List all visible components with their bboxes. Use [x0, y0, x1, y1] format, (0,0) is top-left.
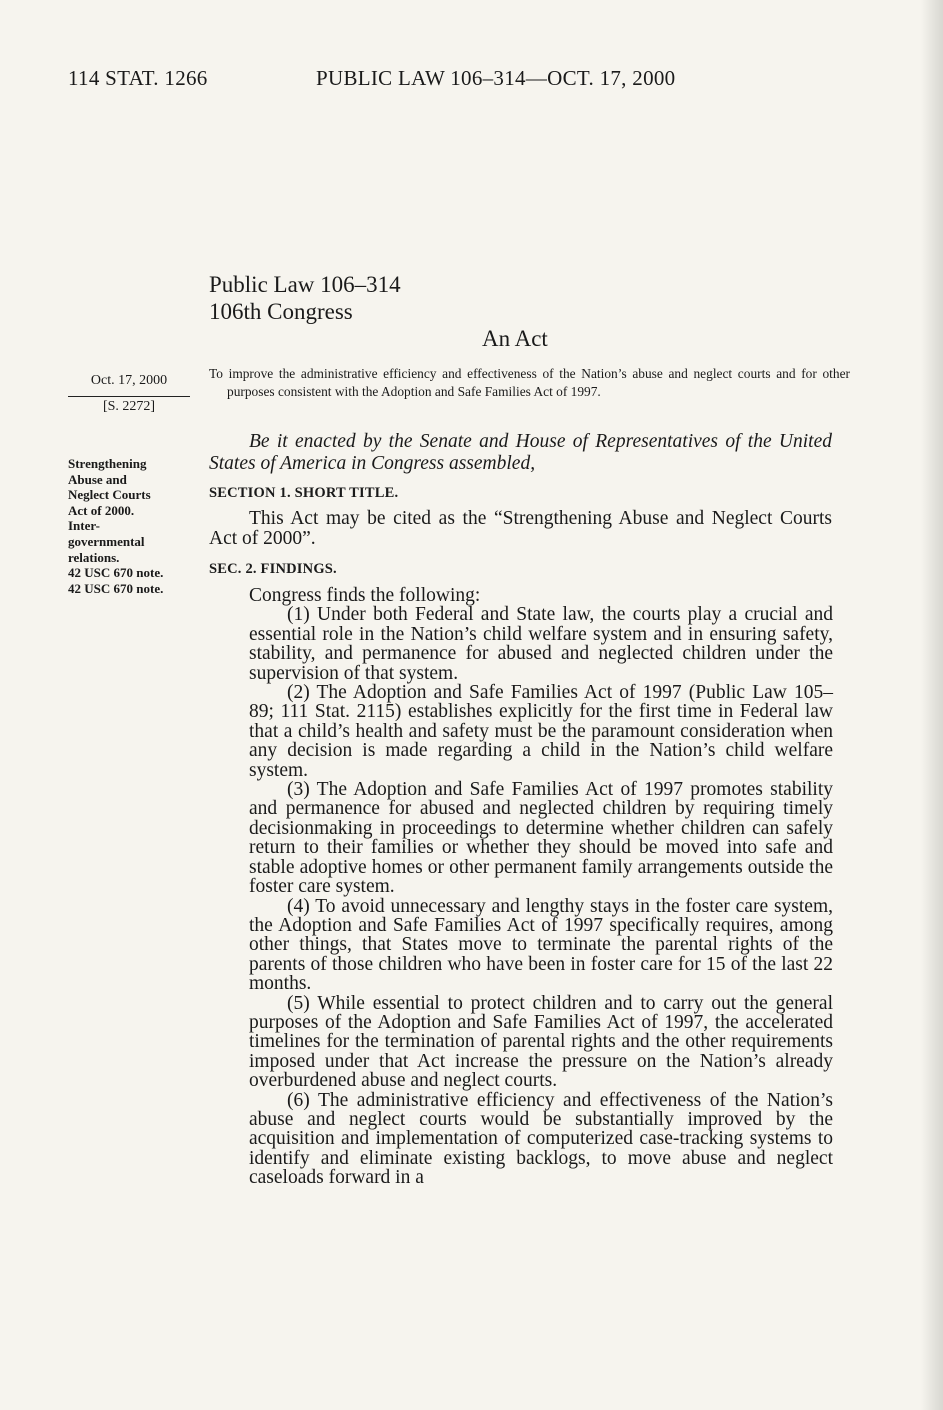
margin-notes [68, 456, 193, 596]
finding-paragraph: (6) The administrative efficiency and effectiveness of the Nation’s abuse and neglect courts would be substantially improved by the acquisition and implementation of computerized case-tracking systems to identify and eliminate existing backlogs, to move abuse and neglect caseloads forward in a [249, 1089, 833, 1189]
margin-note: relations. [68, 549, 120, 565]
margin-bill-number: [S. 2272] [102, 399, 156, 414]
finding-paragraph: (1) Under both Federal and State law, the courts play a crucial and essential role in the Nation’s child welfare system and in ensuring safety, stability, and permanence for abused and neglected children under the supervision of that system. [249, 604, 833, 684]
section-2-heading: SEC. 2. FINDINGS. [209, 561, 337, 577]
act-purpose: To improve the administrative efficiency and effectiveness of the Nation’s abuse and neglect courts and for other purposes consistent with the Adoption and Safe Families Act of 1997. [209, 366, 850, 399]
margin-note: Neglect Courts [68, 487, 151, 503]
finding-paragraph: (5) While essential to protect children and to carry out the general purposes of the Adoption and Safe Families Act of 1997, the accelerated timelines for the termination of parental rights and the other requirements imposed under that Act increase the pressure on the Nation’s already overburdened abuse and neglect courts. [249, 992, 833, 1092]
finding-paragraph: (4) To avoid unnecessary and lengthy stays in the foster care system, the Adoption and Safe Families Act of 1997 specifically requires, among other things, that States move to terminate the parental rights of the parents of those children who have been in foster care for 15 of the last 22 months. [249, 895, 833, 995]
margin-note: 42 USC 670 note. [68, 580, 164, 596]
enacting-clause: Be it enacted by the Senate and House of Representatives of the United States of America in Congress assembled, [209, 431, 832, 474]
running-header: PUBLIC LAW 106–314—OCT. 17, 2000 [316, 66, 676, 90]
finding-paragraph: (2) The Adoption and Safe Families Act of 1997 (Public Law 105–89; 111 Stat. 2115) establishes explicitly for the first time in Federal law that a child’s health and safety must be the paramount consideration when any decision is made regarding a child in the Nation’s child welfare system. [249, 682, 833, 781]
margin-note: governmental [68, 533, 145, 549]
margin-note: Act of 2000. [68, 502, 135, 518]
margin-note: Strengthening [68, 456, 147, 471]
finding-paragraph: (3) The Adoption and Safe Families Act of 1997 promotes stability and permanence for abused and neglected children by requiring timely decisionmaking in proceedings to determine whether children can safely return to their families or whether they should be moved into safe and stable adoptive homes or other permanent family arrangements outside the foster care system. [249, 779, 833, 898]
margin-date: Oct. 17, 2000 [90, 373, 168, 388]
page-edge-shadow [921, 0, 943, 1410]
margin-note: 42 USC 670 note. [68, 565, 164, 581]
findings-intro: Congress finds the following: [249, 585, 481, 606]
congress-number: 106th Congress [209, 299, 353, 324]
public-law-number: Public Law 106–314 [209, 272, 401, 297]
section-1-text: This Act may be cited as the “Strengthening Abuse and Neglect Courts Act of 2000”. [209, 508, 832, 549]
section-1-heading: SECTION 1. SHORT TITLE. [209, 485, 399, 501]
margin-note: Abuse and [68, 471, 127, 487]
margin-divider [68, 396, 190, 397]
stat-reference: 114 STAT. 1266 [68, 66, 208, 90]
margin-note: Inter- [68, 518, 101, 534]
findings-list [249, 586, 833, 1188]
an-act-heading: An Act [482, 326, 548, 351]
